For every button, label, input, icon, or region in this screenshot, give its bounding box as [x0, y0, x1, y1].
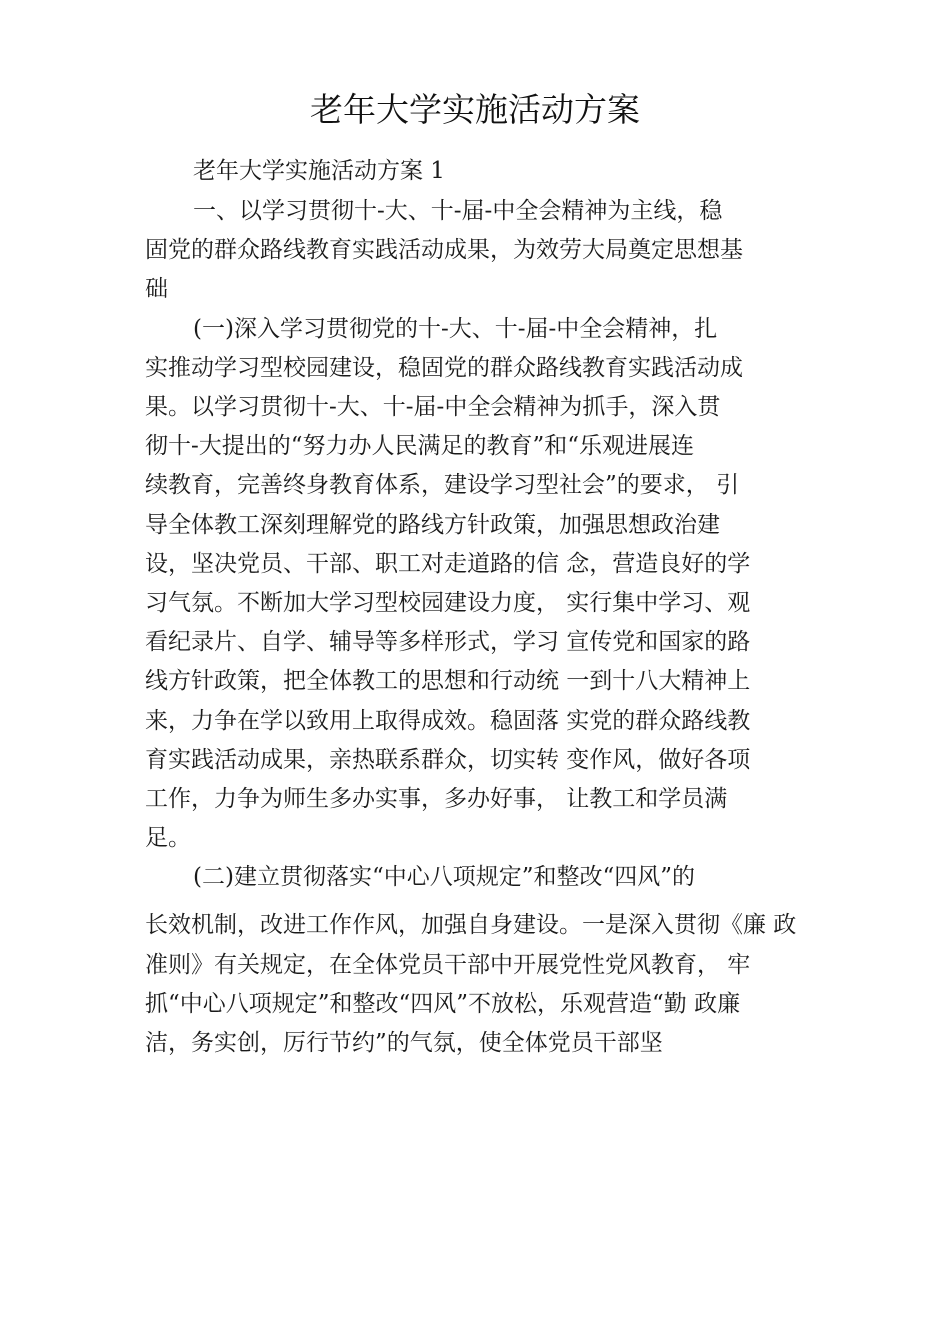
text-line: 彻十-大提出的“努力办人民满足的教育”和“乐观进展连	[145, 433, 695, 459]
text-line: 线方针政策，把全体教工的思想和行动统 一到十八大精神上	[145, 668, 751, 694]
text-line: 一、以学习贯彻十-大、十-届-中全会精神为主线，稳	[193, 198, 723, 224]
text-line: 实推动学习型校园建设，稳固党的群众路线教育实践活动成	[145, 355, 743, 381]
text-line: 抓“中心八项规定”和整改“四风”不放松，乐观营造“勤 政廉	[145, 991, 741, 1017]
text-line: (一)深入学习贯彻党的十-大、十-届-中全会精神，扎	[193, 316, 718, 342]
subtitle-line: 老年大学实施活动方案 1	[193, 158, 445, 184]
text-line: 固党的群众路线教育实践活动成果，为效劳大局奠定思想基	[145, 237, 743, 263]
text-line: 导全体教工深刻理解党的路线方针政策，加强思想政治建	[145, 512, 720, 538]
text-line: 足。	[145, 825, 191, 851]
text-line: 习气氛。不断加大学习型校园建设力度， 实行集中学习、观	[145, 590, 751, 616]
text-line: (二)建立贯彻落实“中心八项规定”和整改“四风”的	[193, 864, 695, 890]
text-line: 准则》有关规定，在全体党员干部中开展党性党风教育， 牢	[145, 952, 751, 978]
text-line: 洁，务实创，厉行节约”的气氛，使全体党员干部坚	[145, 1030, 663, 1056]
text-line: 长效机制，改进工作作风，加强自身建设。一是深入贯彻《廉 政	[145, 912, 797, 938]
text-line: 设，坚决党员、干部、职工对走道路的信 念，营造良好的学	[145, 551, 751, 577]
text-line: 来，力争在学以致用上取得成效。稳固落 实党的群众路线教	[145, 708, 751, 734]
document-title: 老年大学实施活动方案	[310, 90, 640, 129]
text-line: 续教育，完善终身教育体系，建设学习型社会”的要求， 引	[145, 472, 740, 498]
text-line: 工作，力争为师生多办实事，多办好事， 让教工和学员满	[145, 786, 728, 812]
text-line: 育实践活动成果，亲热联系群众，切实转 变作风，做好各项	[145, 747, 751, 773]
text-line: 果。以学习贯彻十-大、十-届-中全会精神为抓手，深入贯	[145, 394, 721, 420]
text-line: 础	[145, 276, 168, 302]
text-line: 看纪录片、自学、辅导等多样形式，学习 宣传党和国家的路	[145, 629, 751, 655]
